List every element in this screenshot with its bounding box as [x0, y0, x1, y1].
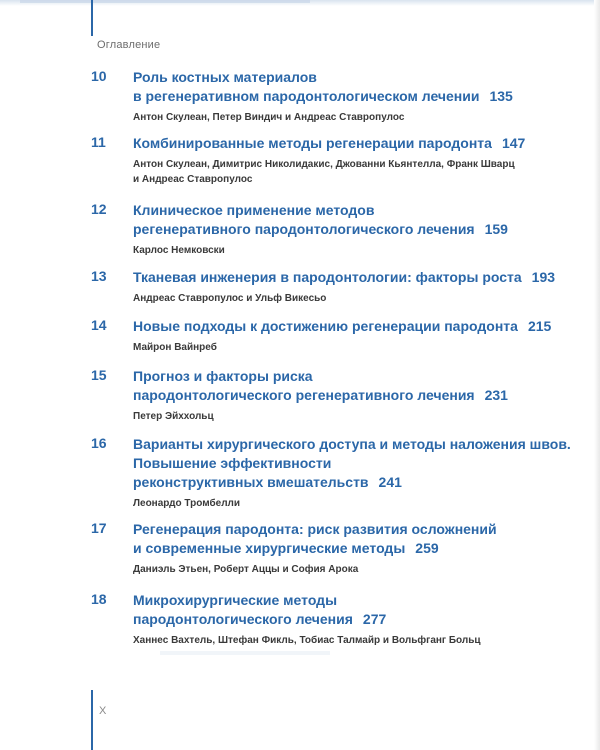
chapter-number: 11	[91, 134, 106, 150]
chapter-title-line	[133, 201, 563, 220]
chapter-title-line	[133, 520, 563, 539]
chapter-page-number: 241	[378, 474, 402, 490]
faint-bleed-through	[160, 651, 330, 655]
chapter-title-line	[133, 386, 563, 405]
page-number: X	[99, 705, 107, 717]
chapter-page-number: 259	[415, 540, 439, 556]
author-line: Антон Скулеан, Петер Виндич и Андреас Ставропулос	[133, 112, 405, 123]
chapter-title-line	[133, 591, 563, 610]
chapter-title-line	[133, 134, 563, 153]
chapter-page-number: 277	[362, 611, 387, 627]
chapter-page-number: 193	[531, 269, 556, 285]
author-line: Ханнес Вахтель, Штефан Фикль, Тобиас Талмайр и Вольфганг Больц	[133, 635, 481, 646]
chapter-title-text: Регенерация пародонта: риск развития осложнений	[133, 521, 497, 537]
chapter-page-number: 135	[489, 88, 513, 104]
margin-rule-top	[91, 0, 93, 36]
chapter-title	[133, 591, 563, 648]
page-edge-shadow	[594, 0, 600, 750]
chapter-authors	[133, 562, 563, 577]
chapter-authors	[133, 340, 563, 355]
chapter-title-line	[133, 435, 571, 454]
chapter-number: 15	[91, 367, 107, 383]
chapter-number: 16	[91, 435, 107, 451]
chapter-title-text: Тканевая инженерия в пародонтологии: факторы роста	[133, 269, 522, 285]
chapter-title-text: Повышение эффективности	[133, 455, 332, 471]
chapter-title-text: реконструктивных вмешательств	[133, 474, 369, 490]
top-edge-accent	[20, 0, 310, 3]
chapter-title-text: Варианты хирургического доступа и методы наложения швов.	[133, 436, 571, 452]
chapter-title-text: Прогноз и факторы риска	[133, 368, 313, 384]
chapter-number: 14	[91, 317, 107, 333]
chapter-title-line	[133, 87, 563, 106]
chapter-page-number: 147	[501, 135, 526, 151]
chapter-title-text: в регенеративном пародонтологическом лечении	[133, 88, 480, 104]
chapter-page-number: 159	[484, 221, 508, 237]
chapter-title-line	[133, 473, 563, 492]
chapter-number: 18	[91, 591, 107, 607]
author-line: Даниэль Этьен, Роберт Аццы и София Арока	[133, 564, 359, 575]
chapter-page-number: 231	[484, 387, 508, 403]
chapter-title-text: Микрохирургические методы	[133, 592, 338, 608]
chapter-page-number: 215	[527, 318, 552, 334]
chapter-title	[133, 268, 563, 306]
chapter-title	[133, 367, 563, 424]
chapter-title-line	[133, 539, 563, 558]
chapter-title-text: пародонтологического регенеративного лечения	[133, 387, 475, 403]
chapter-title-line	[133, 454, 563, 473]
author-line: Леонардо Тромбелли	[133, 498, 241, 509]
chapter-authors	[133, 633, 563, 648]
author-line: Петер Эйххольц	[133, 411, 214, 422]
chapter-title-line	[133, 317, 563, 336]
chapter-title-text: регенеративного пародонтологического лечения	[133, 221, 475, 237]
chapter-title-text: Комбинированные методы регенерации пародонта	[133, 135, 492, 151]
chapter-authors	[133, 243, 563, 258]
author-line: Карлос Немковски	[133, 245, 225, 256]
chapter-title-line	[133, 610, 563, 629]
chapter-authors	[133, 496, 563, 511]
chapter-authors	[133, 291, 563, 306]
chapter-title-line	[133, 68, 563, 87]
chapter-title-text: и современные хирургические методы	[133, 540, 406, 556]
chapter-title	[133, 68, 563, 125]
chapter-title-text: Клиническое применение методов	[133, 202, 375, 218]
author-line: Андреас Ставропулос и Ульф Викесьо	[133, 293, 327, 304]
chapter-number: 10	[91, 68, 107, 84]
running-header: Оглавление	[97, 39, 161, 51]
chapter-title	[133, 201, 563, 258]
chapter-authors	[133, 110, 563, 125]
chapter-title	[133, 134, 563, 187]
chapter-title-text: Роль костных материалов	[133, 69, 317, 85]
chapter-title	[133, 520, 563, 577]
chapter-title-line	[133, 220, 563, 239]
chapter-title	[133, 317, 563, 355]
chapter-authors	[133, 409, 563, 424]
chapter-title-text: пародонтологического лечения	[133, 611, 353, 627]
margin-rule-bottom	[91, 690, 93, 750]
chapter-title-line	[133, 367, 563, 386]
author-line: Антон Скулеан, Димитрис Николидакис, Джованни Кьянтелла, Франк Шварц	[133, 159, 515, 170]
author-line: Майрон Вайнреб	[133, 342, 217, 353]
author-line: и Андреас Ставропулос	[133, 174, 253, 185]
chapter-number: 13	[91, 268, 107, 284]
chapter-title	[133, 435, 571, 511]
chapter-authors	[133, 157, 563, 187]
chapter-number: 17	[91, 520, 107, 536]
chapter-number: 12	[91, 201, 107, 217]
chapter-title-text: Новые подходы к достижению регенерации пародонта	[133, 318, 518, 334]
chapter-title-line	[133, 268, 563, 287]
